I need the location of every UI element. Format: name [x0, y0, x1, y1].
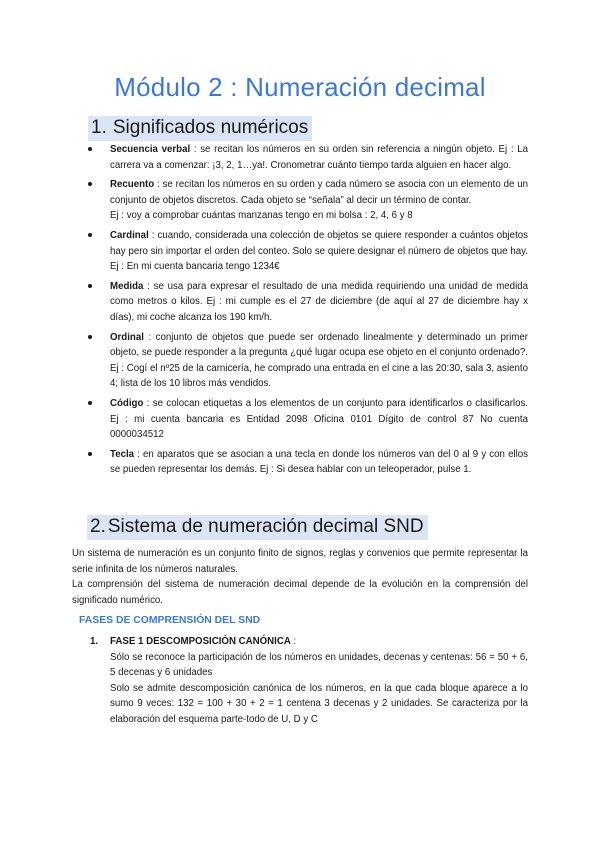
term: Medida: [110, 280, 144, 292]
phases-list: [90, 634, 528, 728]
definition: : conjunto de objetos que puede ser ordenado linealmente y determinado un primer objeto, se puede responder a la pregunta ¿qué lugar ocupa ese objeto en el conjunto ordenado?. Ej : Cogí el nº25 de la carnicería, he comprado una entrada en el cine a las 20:30, sala 3, asiento 4; lista de los 10 libros más vendidos.: [110, 331, 528, 390]
list-item: [82, 142, 528, 173]
list-item: [82, 228, 528, 275]
section-2-title: Sistema de numeración decimal SND: [107, 516, 424, 537]
definition: : se usa para expresar el resultado de una medida requiriendo una unidad de medida como metros o kilos. Ej : mi cumple es el 27 de diciembre (de aquí al 27 de diciembre hay x días), mi coche alcanza los 190 km/h.: [110, 280, 528, 323]
phase-title-suffix: :: [290, 636, 297, 647]
phase-title-line: [110, 634, 528, 650]
section-2-heading: [87, 515, 428, 540]
section-1-number: 1.: [91, 117, 107, 138]
phases-subheading: FASES DE COMPRENSIÓN DEL SND: [79, 615, 261, 626]
list-item: [90, 634, 528, 728]
term: Tecla: [110, 448, 135, 460]
term: Cardinal: [110, 229, 149, 241]
definition: : en aparatos que se asocian a una tecla en donde los números van del 0 al 9 y con ellos se pueden representar los demás. Ej : Si desea hablar con un teleoperador, pulse 1.: [110, 448, 528, 476]
definition: : se colocan etiquetas a los elementos de un conjunto para identificarlos o clasificarlos. Ej : mi cuenta bancaria es Entidad 2098 Oficina 0101 Dígito de control 87 No cuenta 0000034512: [110, 397, 528, 441]
phase-line: Solo se admite descomposición canónica de los números, en la que cada bloque aparece a lo sumo 9 veces: 132 = 100 + 30 + 2 = 1 centena 3 decenas y 2 unidades. Se caracteriza por la elaboración del esquema parte-todo de U, D y C: [110, 682, 528, 725]
definition: : se recitan los números en su orden sin referencia a ningún objeto. Ej : La carrera va a comenzar: ¡3, 2, 1…ya!. Cronometrar cuánto tiempo tarda alguien en hacer algo.: [110, 144, 528, 171]
section-2-number: 2.: [90, 516, 106, 537]
list-item: [82, 177, 528, 224]
section-1-heading: [88, 116, 312, 141]
definition: : se recitan los números en su orden y cada número se asocia con un elemento de un conjunto de objetos discretos. Cada objeto se “señala” al decir un término de contar.: [110, 179, 528, 206]
phase-number: 1.: [90, 636, 99, 647]
snd-definition: Un sistema de numeración es un conjunto finito de signos, reglas y convenios que permite representar la serie infinita de los números naturales.: [72, 548, 528, 575]
term: Recuento: [110, 179, 155, 191]
term: Secuencia verbal: [110, 144, 191, 155]
list-item: [82, 279, 528, 326]
phase-line: Sólo se reconoce la participación de los números en unidades, decenas y centenas: 56 = 50 + 6, 5 decenas y 6 unidades: [110, 651, 528, 679]
list-item: [82, 447, 528, 478]
snd-comprehension: La comprensión del sistema de numeración decimal depende de la evolución en la comprensión del significado numérico.: [72, 579, 528, 606]
term: Código: [110, 397, 144, 409]
phase-title: FASE 1 DESCOMPOSICIÓN CANÓNICA: [110, 636, 291, 647]
meanings-list: [82, 142, 528, 482]
list-item: [82, 396, 528, 443]
example: Ej : voy a comprobar cuántas manzanas tengo en mi bolsa : 2, 4, 6 y 8: [110, 210, 413, 222]
definition: : cuando, considerada una colección de objetos se quiere responder a cuántos objetos hay pero sin importar el orden del conteo. Solo se quiere designar el número de objetos que hay. Ej : En mi cuenta bancaria tengo 1234€: [110, 229, 528, 273]
page-title: Módulo 2 : Numeración decimal: [114, 72, 486, 102]
list-item: [82, 330, 528, 392]
section-1-title: Significados numéricos: [112, 117, 309, 138]
term: Ordinal: [110, 331, 144, 343]
